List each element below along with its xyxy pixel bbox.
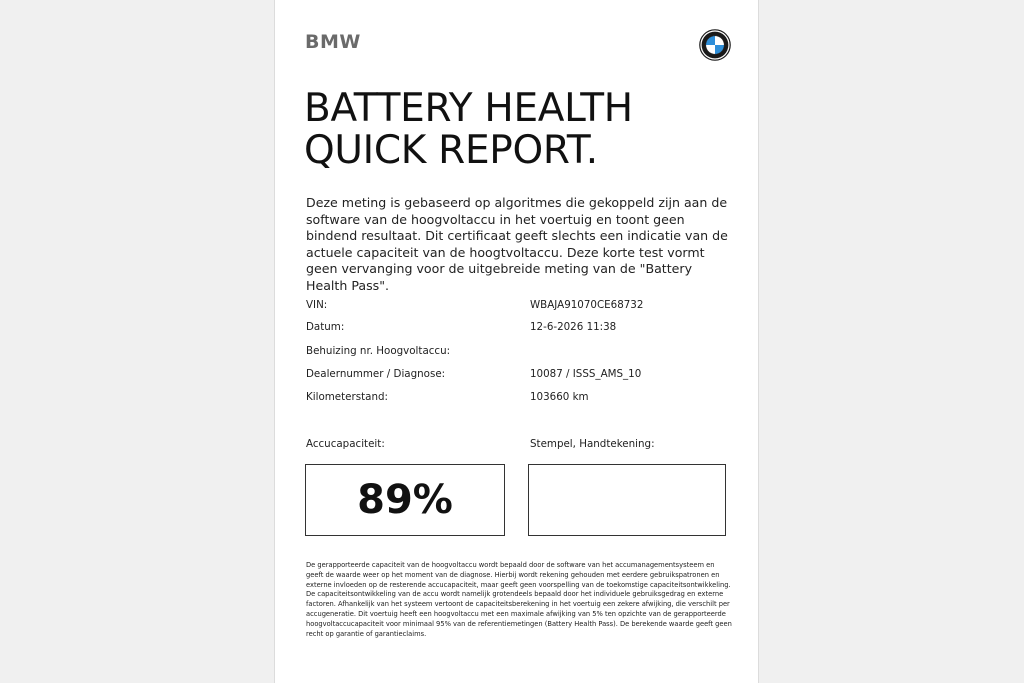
mileage-label: Kilometerstand: (306, 391, 388, 403)
bmw-roundel-icon (699, 29, 731, 61)
disclaimer-text: De gerapporteerde capaciteit van de hoogvoltaccu wordt bepaald door de software van het accumanagementsysteem en geeft de waarde weer op het moment van de diagnose. Hierbij wordt rekening gehouden met eerdere gebruikspatronen en externe invloeden op de resterende accucapaciteit, maar geeft geen voorspelling van de toekomstige capaciteitsontwikkeling. De capaciteitsontwikkeling van de accu wordt namelijk grotendeels bepaald door het individuele gebruiksgedrag en externe factoren. Afhankelijk van het systeem vertoont de capaciteitsberekening in het voertuig een zekere afwijking, die verschilt per accugeneratie. Dit voertuig heeft een hoogvoltaccu met een maximale afwijking van 5% ten opzichte van de gerapporteerde hoogvoltaccucapaciteit voor minimaal 95% van de referentiemetingen (Battery Health Pass). De berekende waarde geeft geen recht op garantie of garantieclaims. (306, 561, 732, 638)
mileage-value: 103660 km (530, 391, 589, 403)
report-page (274, 0, 759, 683)
report-title-line-2: QUICK REPORT. (304, 128, 598, 173)
capacity-value: 89% (357, 477, 453, 523)
dealer-diagnosis-value: 10087 / ISSS_AMS_10 (530, 368, 642, 380)
stamp-label: Stempel, Handtekening: (530, 438, 655, 450)
capacity-box (305, 464, 505, 536)
report-title (304, 88, 734, 172)
intro-paragraph: Deze meting is gebaseerd op algoritmes die gekoppeld zijn aan de software van de hoogvoltaccu in het voertuig en toont geen bindend resultaat. Dit certificaat geeft slechts een indicatie van de actuele capaciteit van de hoogtvoltaccu. Deze korte test vormt geen vervanging voor de uitgebreide meting van de "Battery Health Pass". (306, 195, 728, 293)
housing-number-label: Behuizing nr. Hoogvoltaccu: (306, 345, 451, 357)
brand-wordmark: BMW (305, 31, 361, 53)
date-label: Datum: (306, 321, 345, 333)
dealer-diagnosis-label: Dealernummer / Diagnose: (306, 368, 446, 380)
date-value: 12-6-2026 11:38 (530, 321, 617, 333)
vin-value: WBAJA91070CE68732 (530, 299, 644, 311)
vin-label: VIN: (306, 299, 328, 311)
capacity-label: Accucapaciteit: (306, 438, 385, 450)
report-title-line-1: BATTERY HEALTH (304, 86, 633, 131)
stamp-signature-box (528, 464, 726, 536)
